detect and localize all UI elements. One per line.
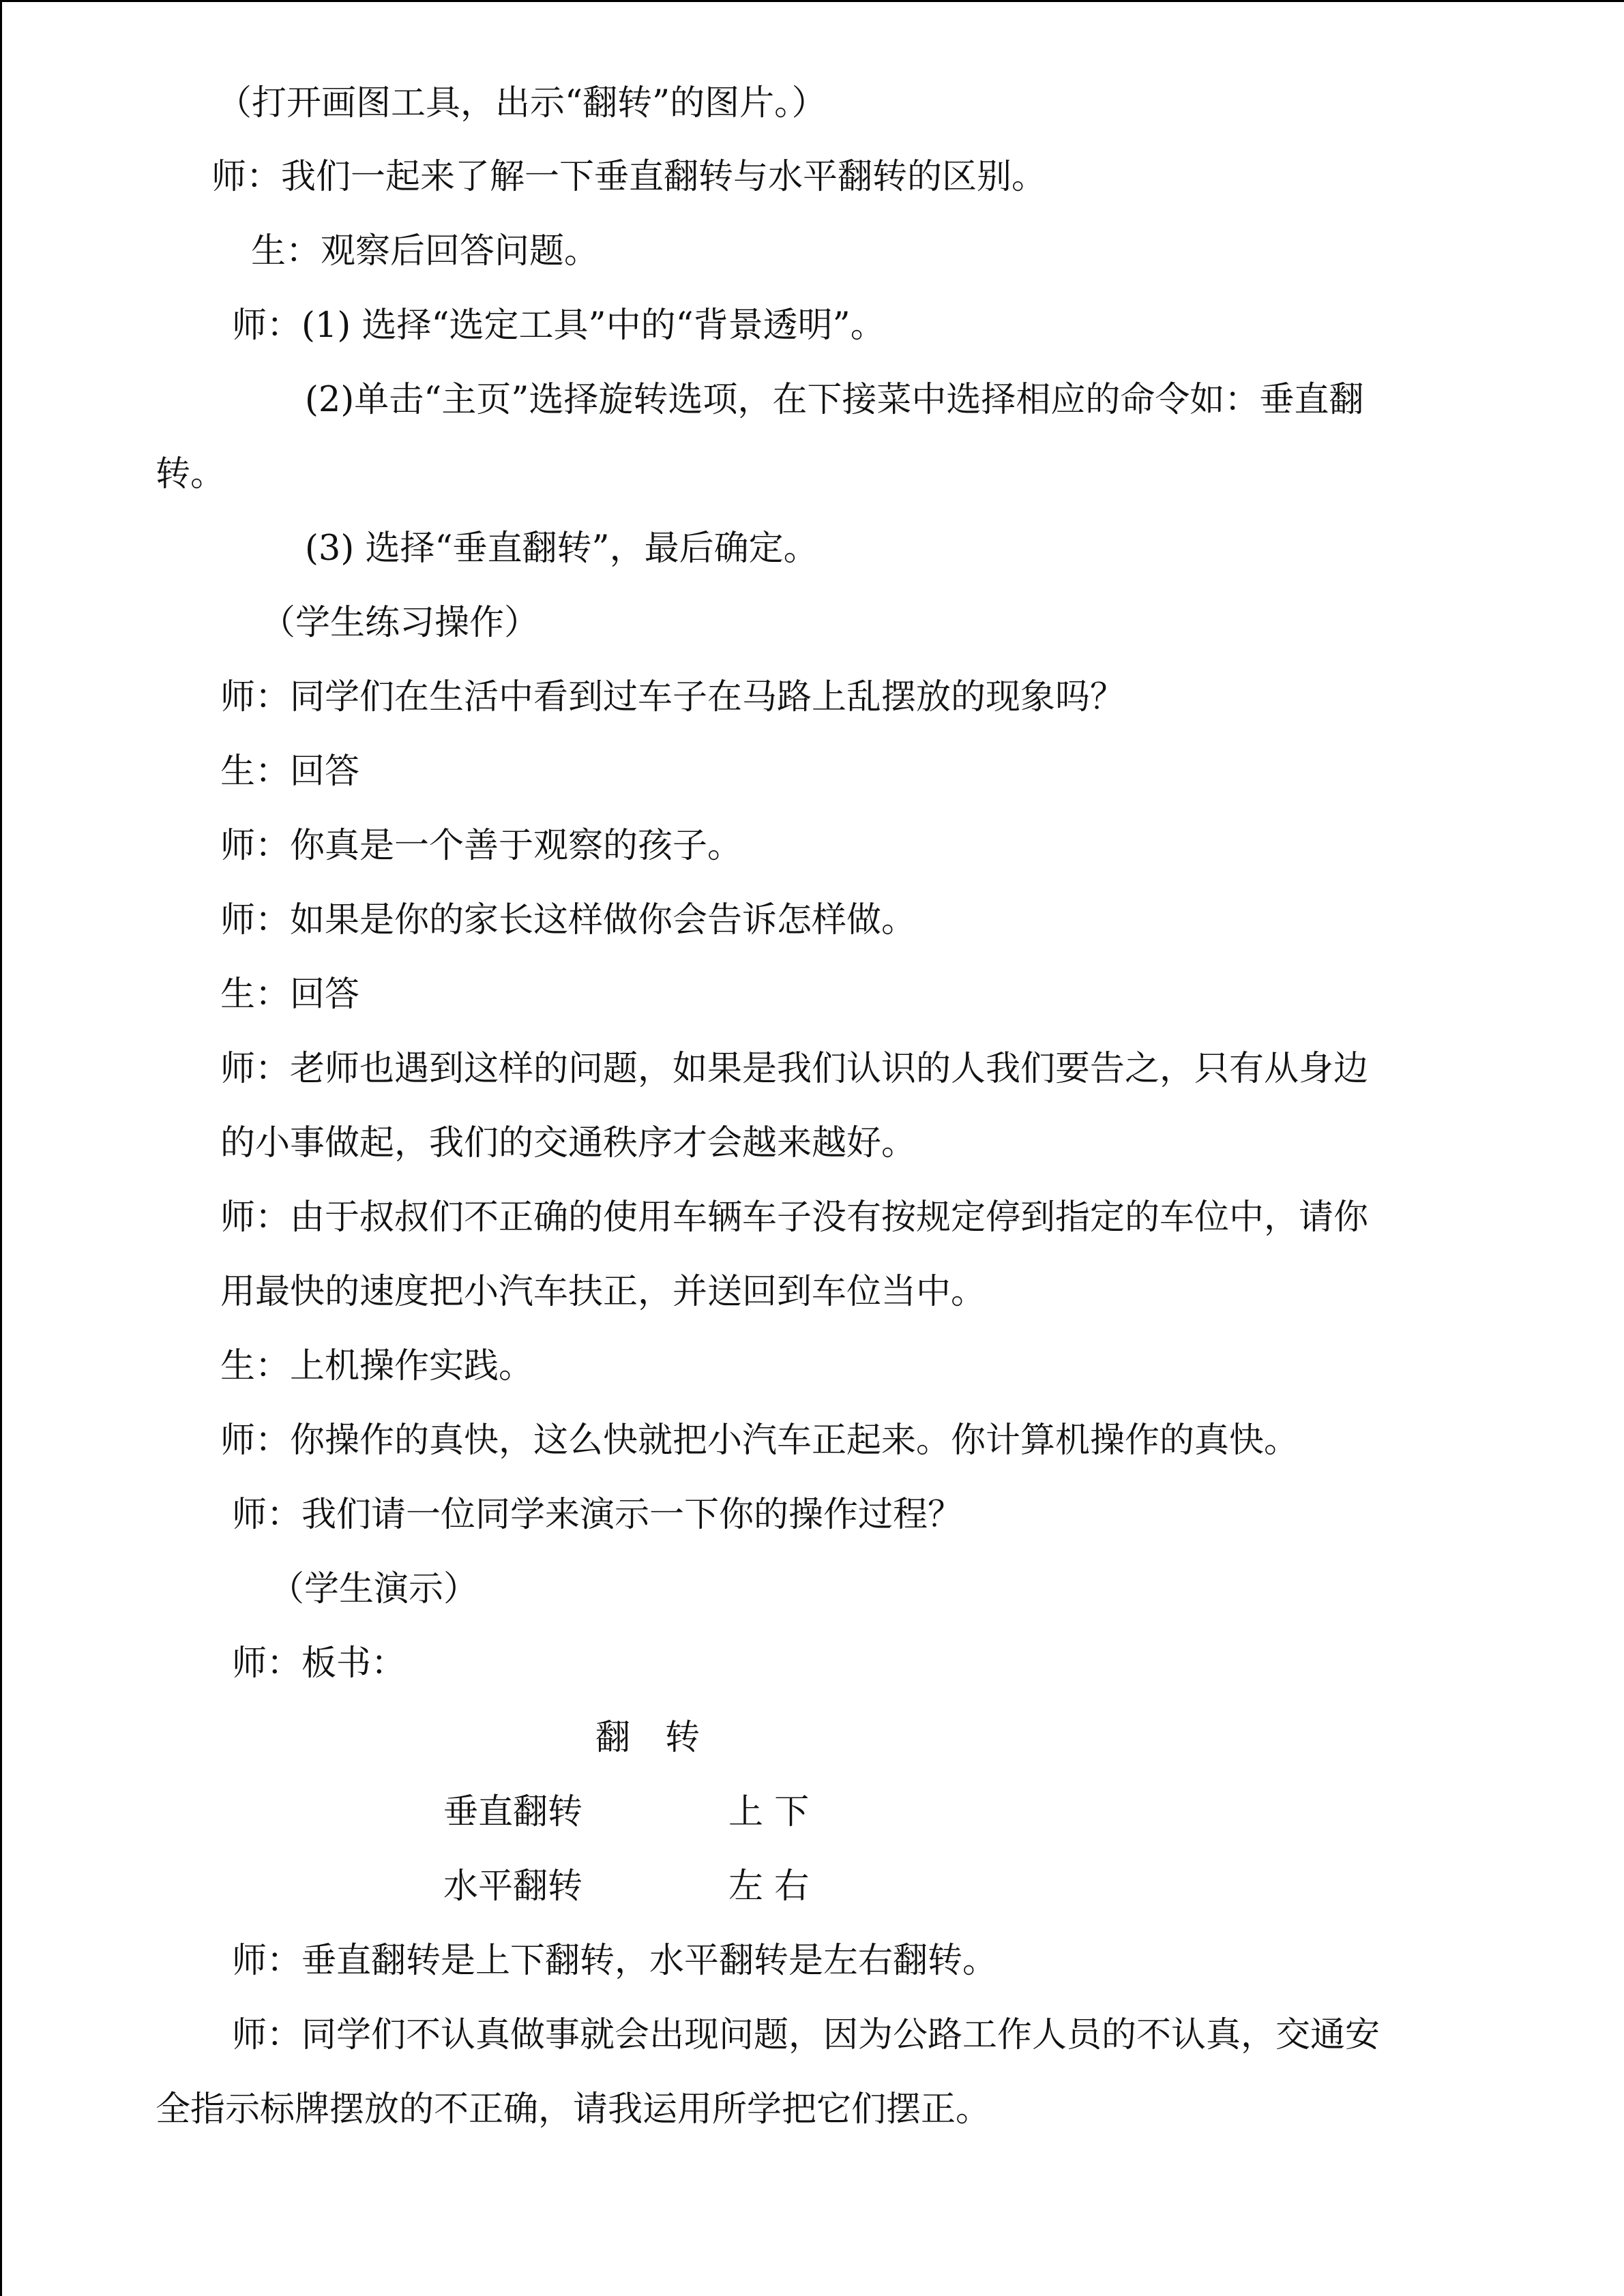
paragraph-student-answer-2: 生：回答 bbox=[220, 974, 360, 1015]
paragraph-step-3: (3) 选择“垂直翻转”，最后确定。 bbox=[305, 528, 818, 569]
board-title: 翻 转 bbox=[595, 1718, 700, 1758]
board-row-horizontal-value: 左 右 bbox=[728, 1866, 810, 1907]
paragraph-teacher-summary: 师：垂直翻转是上下翻转，水平翻转是左右翻转。 bbox=[232, 1941, 998, 1981]
page-border-top bbox=[0, 0, 1624, 2]
paragraph-step-1: 师：(1) 选择“选定工具”中的“背景透明”。 bbox=[232, 305, 885, 346]
page-border-left bbox=[0, 0, 2, 2296]
paragraph-student-answer-1: 生：回答 bbox=[220, 751, 360, 792]
paragraph-teacher-closing: 师：同学们不认真做事就会出现问题，因为公路工作人员的不认真，交通安 bbox=[232, 2015, 1381, 2055]
paragraph-step-2: (2)单击“主页”选择旋转选项，在下接菜中选择相应的命令如：垂直翻 bbox=[305, 380, 1364, 420]
paragraph-teacher-praise: 师：你真是一个善于观察的孩子。 bbox=[220, 826, 743, 866]
paragraph-teacher-task-cont: 用最快的速度把小汽车扶正，并送回到车位当中。 bbox=[220, 1272, 986, 1312]
paragraph-teacher-parents: 师：如果是你的家长这样做你会告诉怎样做。 bbox=[220, 900, 917, 940]
paragraph-student-practice-2: 生：上机操作实践。 bbox=[220, 1346, 534, 1386]
paragraph-teacher-demo-request: 师：我们请一位同学来演示一下你的操作过程？ bbox=[232, 1495, 963, 1535]
paragraph-blackboard-label: 师：板书： bbox=[232, 1643, 407, 1684]
paragraph-step-2-cont: 转。 bbox=[156, 454, 226, 494]
board-row-vertical-value: 上 下 bbox=[728, 1792, 810, 1832]
paragraph-student-practice: （学生练习操作） bbox=[261, 603, 540, 643]
paragraph-teacher-closing-cont: 全指示标牌摆放的不正确，请我运用所学把它们摆正。 bbox=[156, 2089, 991, 2130]
paragraph-teacher-fast: 师：你操作的真快，这么快就把小汽车正起来。你计算机操作的真快。 bbox=[220, 1420, 1299, 1461]
paragraph-teacher-order-cont: 的小事做起，我们的交通秩序才会越来越好。 bbox=[220, 1123, 917, 1163]
board-row-vertical-label: 垂直翻转 bbox=[443, 1792, 583, 1832]
board-row-horizontal-label: 水平翻转 bbox=[443, 1866, 583, 1907]
paragraph-teacher-question: 师：同学们在生活中看到过车子在马路上乱摆放的现象吗？ bbox=[220, 677, 1125, 717]
paragraph-student-demo: （学生演示） bbox=[269, 1569, 479, 1609]
paragraph-teacher-order: 师：老师也遇到这样的问题，如果是我们认识的人我们要告之，只有从身边 bbox=[220, 1049, 1369, 1089]
paragraph-stage-direction-open-paint: （打开画图工具，出示“翻转”的图片。） bbox=[217, 83, 827, 123]
paragraph-student-observe: 生：观察后回答问题。 bbox=[251, 231, 600, 271]
paragraph-teacher-task: 师：由于叔叔们不正确的使用车辆车子没有按规定停到指定的车位中，请你 bbox=[220, 1197, 1369, 1238]
paragraph-teacher-intro: 师：我们一起来了解一下垂直翻转与水平翻转的区别。 bbox=[211, 157, 1047, 197]
